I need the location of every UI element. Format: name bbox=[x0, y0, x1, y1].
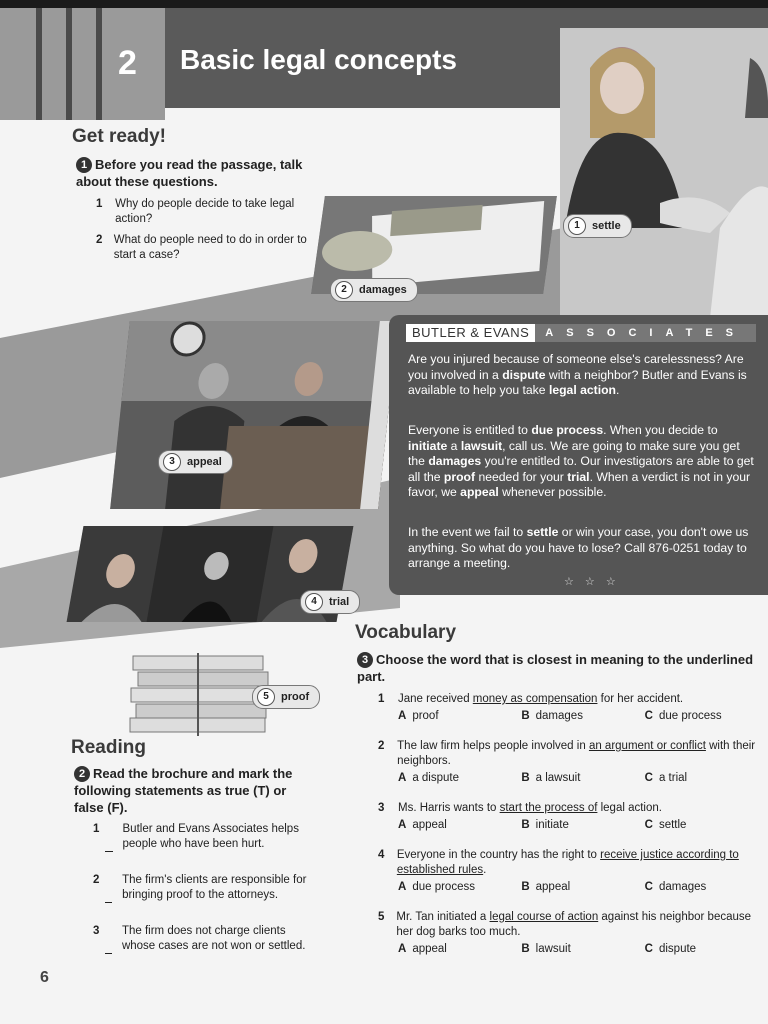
get-ready-instruction: 1 Before you read the passage, talk about these questions. bbox=[76, 157, 303, 189]
handshake-photo bbox=[560, 28, 768, 318]
picture-tag-settle: 1 settle bbox=[563, 214, 632, 238]
reading-instruction: 2 Read the brochure and mark the following statements as true (T) or false (F). bbox=[74, 766, 293, 815]
star-icons: ☆ ☆ ☆ bbox=[564, 576, 620, 588]
picture-tag-proof: 5 proof bbox=[252, 685, 320, 709]
true-false-statement: 2 The firm's clients are responsible for bringing proof to the attorneys. bbox=[93, 874, 307, 901]
law-firm-brochure bbox=[389, 315, 768, 595]
answer-blank[interactable] bbox=[105, 822, 112, 852]
vocabulary-question: 3 Ms. Harris wants to start the process of legal action. A appeal B initiate C settle bbox=[378, 802, 687, 831]
unit-title: Basic legal concepts bbox=[180, 44, 458, 75]
vocabulary-question: 5 Mr. Tan initiated a legal course of action against his neighbor because her dog barks too much. A appeal B lawsuit C dispute bbox=[378, 911, 752, 955]
brochure-firm-name: BUTLER & EVANS bbox=[406, 324, 535, 342]
picture-tag-damages: 2 damages bbox=[330, 278, 418, 302]
true-false-statement: 3 The firm does not charge clients whose cases are not won or settled. bbox=[93, 925, 306, 952]
answer-blank[interactable] bbox=[105, 924, 112, 954]
vocabulary-instruction: 3 Choose the word that is closest in meaning to the underlined part. bbox=[357, 652, 754, 684]
get-ready-heading: Get ready! bbox=[72, 126, 166, 147]
picture-tag-trial: 4 trial bbox=[300, 590, 360, 614]
discussion-question: 1 Why do people decide to take legal action? bbox=[96, 198, 295, 225]
answer-blank[interactable] bbox=[105, 873, 112, 903]
true-false-statement: 1 Butler and Evans Associates helps people who have been hurt. bbox=[93, 823, 299, 850]
vocabulary-question: 2 The law firm helps people involved in an argument or conflict with their neighbors. A a dispute B a lawsuit C a trial bbox=[378, 740, 756, 784]
vocabulary-heading: Vocabulary bbox=[355, 622, 457, 643]
brochure-paragraph-1: Are you injured because of someone else's carelessness? Are you involved in a dispute with a neighbor? Butler and Evans is available to help you take legal action. bbox=[408, 352, 747, 397]
picture-tag-appeal: 3 appeal bbox=[158, 450, 233, 474]
brochure-paragraph-2: Everyone is entitled to due process. When you decide to initiate a lawsuit, call us. We are going to make sure you get the damages you're entitled to. Our investigators are able to get all the proof needed for your trial. When a verdict is not in your favor, we appeal whenever possible. bbox=[408, 423, 754, 499]
brochure-header bbox=[406, 324, 756, 342]
vocabulary-question: 1 Jane received money as compensation for her accident. A proof B damages C due process bbox=[378, 693, 722, 722]
page-number: 6 bbox=[40, 969, 49, 986]
vocabulary-question: 4 Everyone in the country has the right to receive justice according to established rules. A due process B appeal C damages bbox=[378, 849, 739, 893]
unit-number: 2 bbox=[118, 44, 137, 82]
reading-heading: Reading bbox=[71, 737, 146, 758]
courtroom-photo bbox=[110, 321, 398, 509]
discussion-question: 2 What do people need to do in order to start a case? bbox=[96, 234, 307, 261]
textbook-page bbox=[0, 8, 768, 1024]
brochure-firm-suffix: ASSOCIATES bbox=[535, 324, 756, 342]
brochure-paragraph-3: In the event we fail to settle or win your case, you don't owe us anything. So what do you have to lose? Call 876-0251 today to arrange a meeting. bbox=[408, 525, 749, 570]
